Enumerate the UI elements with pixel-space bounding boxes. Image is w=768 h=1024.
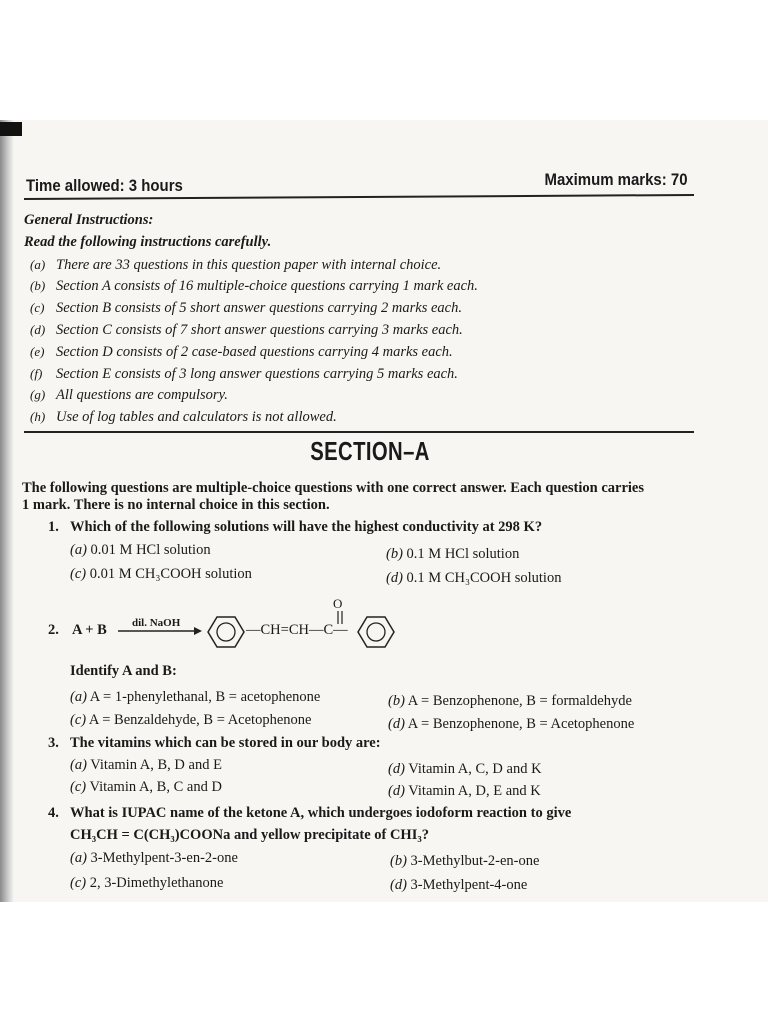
option-text: 2, 3-Dimethylethanone (89, 875, 224, 891)
instructions-title: General Instructions: (24, 212, 154, 228)
reactants: A + B (72, 622, 107, 638)
option (390, 853, 539, 870)
instructions-rule (24, 431, 694, 433)
option-text: 3-Methylpent-3-en-2-one (90, 850, 238, 866)
option (70, 850, 238, 867)
option (70, 566, 252, 583)
option (388, 783, 541, 800)
instruction-item (30, 344, 453, 361)
option (388, 716, 634, 733)
option-text: 0.01 M CH₃COOH solution (89, 566, 252, 582)
option-label: (c) (70, 566, 87, 582)
carbonyl-double-bond-icon (336, 611, 344, 625)
option-text: 0.01 M HCl solution (90, 542, 211, 558)
option (70, 689, 320, 706)
option-label: (a) (70, 850, 87, 866)
option-label: (b) (390, 853, 407, 869)
benzene-ring-icon (354, 612, 398, 652)
instruction-label: (h) (30, 409, 46, 424)
instruction-text: Section C consists of 7 short answer questions carrying 3 marks each. (56, 322, 463, 338)
instruction-label: (d) (30, 322, 46, 337)
option-label: (a) (70, 542, 87, 558)
reagent-label: dil. NaOH (132, 617, 181, 629)
option-label: (b) (386, 546, 403, 562)
instruction-label: (g) (30, 387, 46, 402)
instruction-item (30, 257, 441, 274)
option-text: A = Benzaldehyde, B = Acetophenone (88, 712, 312, 728)
option-label: (d) (386, 570, 403, 586)
question-number: 1. (48, 519, 59, 535)
instruction-text: Section B consists of 5 short answer questions carrying 2 marks each. (56, 300, 462, 316)
option-label: (d) (388, 761, 405, 777)
option-text: 3-Methylbut-2-en-one (410, 853, 540, 869)
option-label: (c) (70, 712, 87, 728)
option-text: Vitamin A, C, D and K (408, 761, 542, 777)
instruction-item (30, 387, 228, 404)
question-number: 4. (48, 805, 59, 821)
question-number: 2. (48, 622, 59, 638)
option (390, 877, 527, 894)
instruction-text: There are 33 questions in this question paper with internal choice. (56, 257, 442, 273)
option-label: (b) (388, 693, 405, 709)
reaction-arrow (116, 624, 202, 638)
option (70, 779, 222, 796)
time-allowed: Time allowed: 3 hours (26, 176, 183, 195)
instruction-item (30, 300, 462, 317)
section-intro-line1: The following questions are multiple-choice questions with one correct answer. Each question carries (22, 480, 645, 496)
question-text-line1: What is IUPAC name of the ketone A, which undergoes iodoform reaction to give (70, 805, 572, 821)
option (70, 757, 222, 774)
option-text: Vitamin A, B, D and E (90, 757, 222, 773)
instruction-label: (e) (30, 344, 45, 359)
benzene-ring-icon (204, 612, 248, 652)
option-text: 0.1 M HCl solution (406, 546, 520, 562)
product-chain: —CH=CH—C— (246, 622, 348, 638)
max-marks: Maximum marks: 70 (544, 170, 688, 189)
question-text: The vitamins which can be stored in our body are: (70, 735, 381, 751)
question-text-line2: CH₃CH = C(CH₃)COONa and yellow precipitate of CHI₃? (70, 827, 429, 843)
carbonyl-oxygen: O (333, 596, 343, 611)
instruction-text: Section A consists of 16 multiple-choice questions carrying 1 mark each. (56, 278, 478, 294)
instruction-label: (c) (30, 300, 45, 315)
option-label: (c) (70, 779, 87, 795)
instruction-text: Use of log tables and calculators is not allowed. (56, 409, 337, 425)
instruction-text: All questions are compulsory. (56, 387, 228, 403)
instruction-item (30, 366, 458, 383)
option-text: 3-Methylpent-4-one (410, 877, 528, 893)
option-label: (d) (390, 877, 407, 893)
option-label: (c) (70, 875, 87, 891)
option (70, 542, 211, 559)
instruction-label: (f) (30, 366, 43, 381)
option-label: (d) (388, 783, 405, 799)
option-text: 0.1 M CH₃COOH solution (406, 570, 562, 586)
question-number: 3. (48, 735, 59, 751)
question-text: Which of the following solutions will have the highest conductivity at 298 K? (70, 519, 543, 535)
instruction-label: (b) (30, 278, 46, 293)
instruction-item (30, 409, 337, 426)
option-label: (a) (70, 689, 87, 705)
section-title: SECTION–A (310, 436, 430, 466)
option-label: (d) (388, 716, 405, 732)
option-text: A = 1-phenylethanal, B = acetophenone (89, 689, 321, 705)
option (386, 570, 561, 587)
section-intro-line2: 1 mark. There is no internal choice in this section. (22, 497, 330, 513)
page-spine-shadow (0, 120, 14, 902)
instruction-item (30, 322, 463, 339)
instruction-label: (a) (30, 257, 46, 272)
option-text: Vitamin A, B, C and D (89, 779, 222, 795)
question-prompt: Identify A and B: (70, 663, 177, 679)
option (388, 761, 542, 778)
instruction-text: Section E consists of 3 long answer questions carrying 5 marks each. (56, 366, 458, 382)
option-text: A = Benzophenone, B = Acetophenone (407, 716, 635, 732)
option-text: A = Benzophenone, B = formaldehyde (407, 693, 632, 709)
option-text: Vitamin A, D, E and K (408, 783, 541, 799)
option (386, 546, 519, 563)
option (70, 875, 223, 892)
option (70, 712, 311, 729)
spine-tab (0, 122, 22, 136)
instructions-subtitle: Read the following instructions carefully. (24, 234, 272, 250)
instruction-text: Section D consists of 2 case-based questions carrying 4 marks each. (56, 344, 453, 360)
instruction-item (30, 278, 478, 295)
option (388, 693, 632, 710)
option-label: (a) (70, 757, 87, 773)
